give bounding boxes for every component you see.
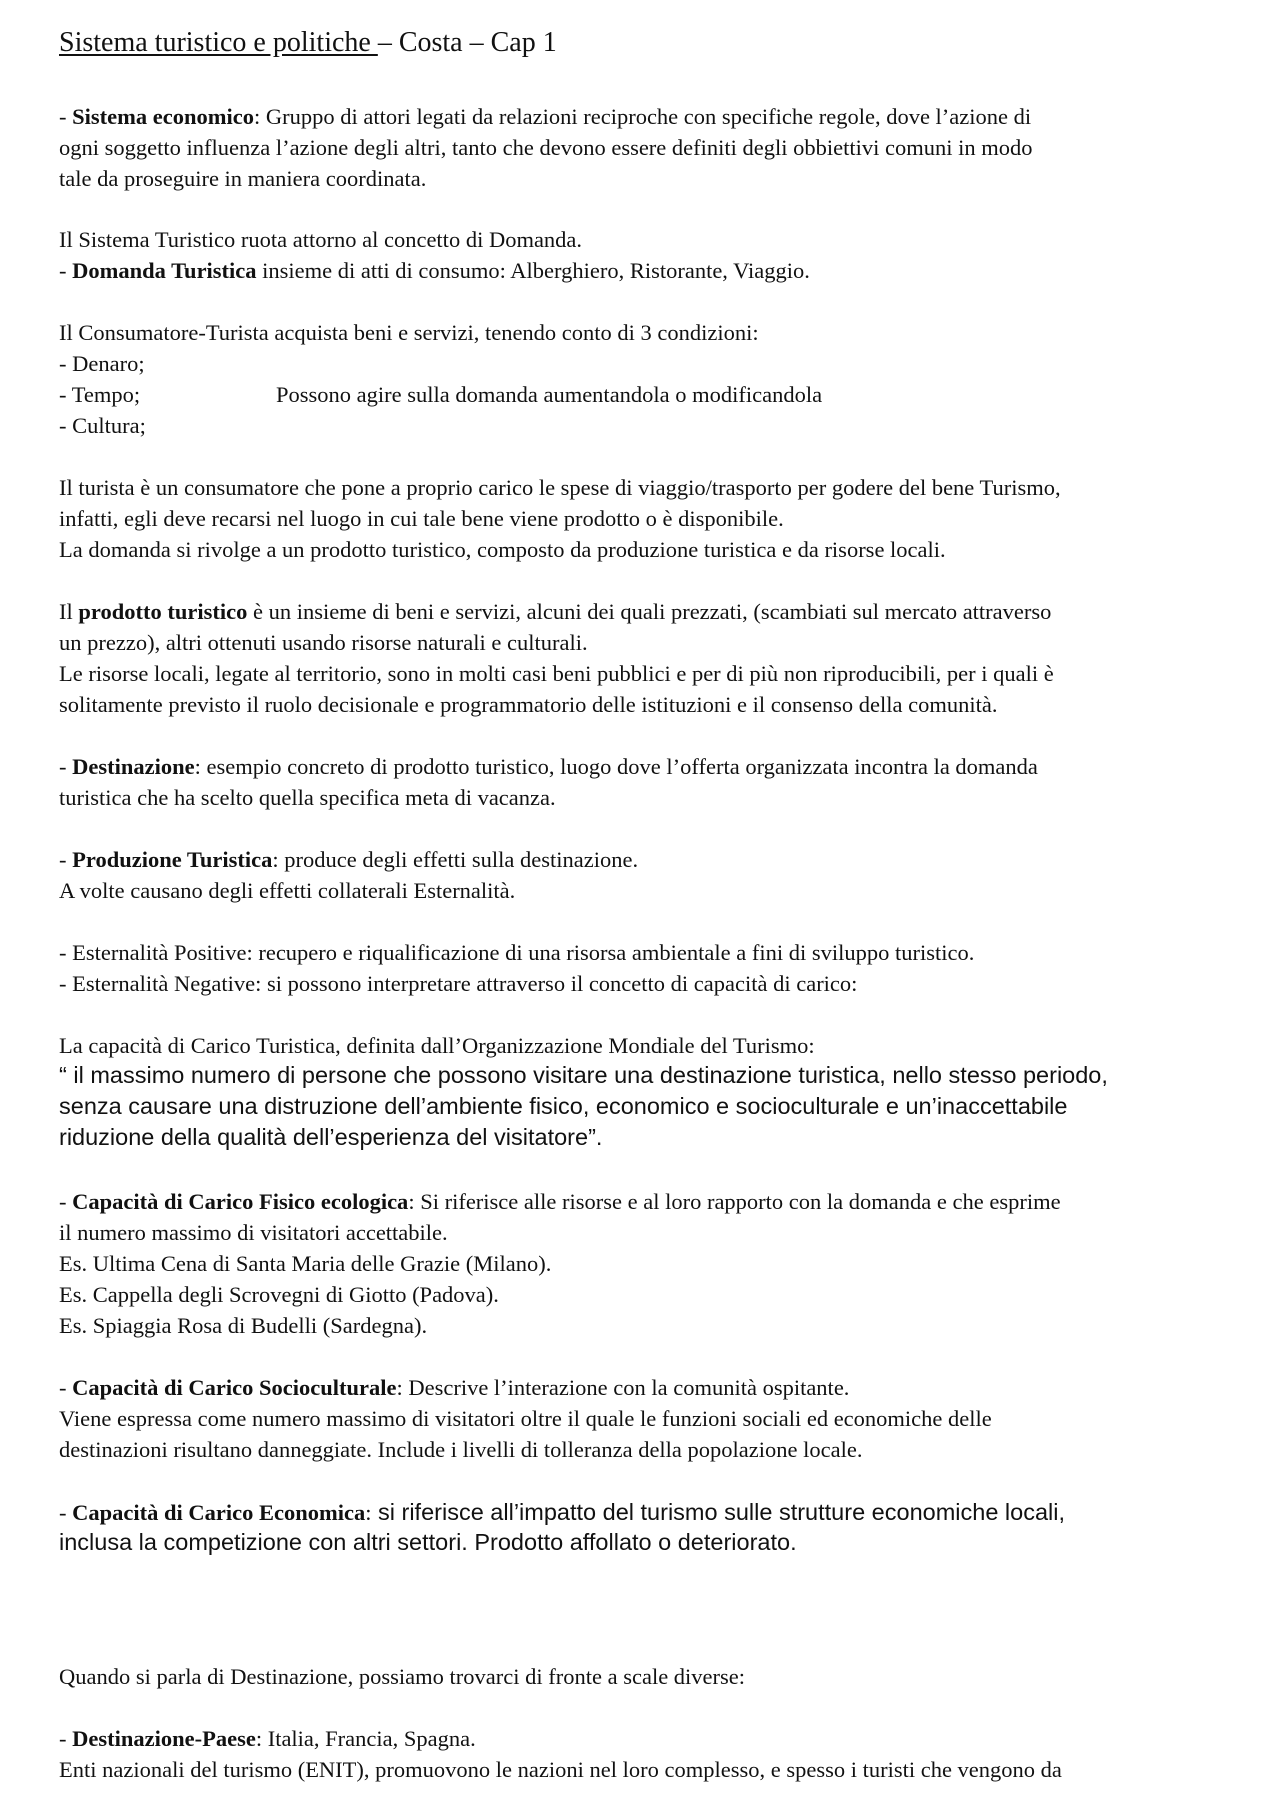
- paragraph-line: ogni soggetto influenza l’azione degli altri, tanto che devono essere definiti degli obbiettivi comuni in modo: [59, 135, 1033, 160]
- paragraph-line: - Domanda Turistica insieme di atti di consumo: Alberghiero, Ristorante, Viaggio.: [59, 258, 810, 283]
- term-produzione-turistica: Produzione Turistica: [72, 847, 273, 872]
- paragraph-line: Il turista è un consumatore che pone a proprio carico le spese di viaggio/trasporto per godere del bene Turismo,: [59, 475, 1061, 500]
- list-item: - Cultura;: [59, 413, 146, 438]
- paragraph-line: infatti, egli deve recarsi nel luogo in cui tale bene viene prodotto o è disponibile.: [59, 506, 784, 531]
- quote-line: riduzione della qualità dell’esperienza del visitatore”.: [59, 1124, 603, 1150]
- term-destinazione: Destinazione: [72, 754, 195, 779]
- paragraph-line: Il prodotto turistico è un insieme di beni e servizi, alcuni dei quali prezzati, (scambiati sul mercato attraverso: [59, 599, 1052, 624]
- paragraph-line: - Destinazione-Paese: Italia, Francia, Spagna.: [59, 1726, 476, 1751]
- document-title: Sistema turistico e politiche – Costa – Cap 1: [59, 27, 557, 58]
- paragraph-line: inclusa la competizione con altri settori. Prodotto affollato o deteriorato.: [59, 1529, 797, 1555]
- paragraph-line: A volte causano degli effetti collaterali Esternalità.: [59, 878, 516, 903]
- example-line: Es. Ultima Cena di Santa Maria delle Grazie (Milano).: [59, 1251, 552, 1276]
- paragraph-line: Il Sistema Turistico ruota attorno al concetto di Domanda.: [59, 227, 583, 252]
- condition-note: Possono agire sulla domanda aumentandola o modificandola: [276, 382, 823, 407]
- paragraph-line: turistica che ha scelto quella specifica meta di vacanza.: [59, 785, 556, 810]
- paragraph-line: - Esternalità Positive: recupero e riqualificazione di una risorsa ambientale a fini di sviluppo turistico.: [59, 940, 975, 965]
- term-prodotto-turistico: prodotto turistico: [78, 599, 248, 624]
- paragraph-line: - Capacità di Carico Fisico ecologica: Si riferisce alle risorse e al loro rapporto con la domanda e che esprime: [59, 1189, 1061, 1214]
- term-carico-fisico: Capacità di Carico Fisico ecologica: [72, 1189, 409, 1214]
- term-carico-socioculturale: Capacità di Carico Socioculturale: [72, 1375, 397, 1400]
- paragraph-line: Enti nazionali del turismo (ENIT), promuovono le nazioni nel loro complesso, e spesso i turisti che vengono da: [59, 1757, 1062, 1782]
- paragraph-line: Le risorse locali, legate al territorio, sono in molti casi beni pubblici e per di più non riproducibili, per i quali è: [59, 661, 1054, 686]
- example-line: Es. Spiaggia Rosa di Budelli (Sardegna).: [59, 1313, 428, 1338]
- term-destinazione-paese: Destinazione-Paese: [72, 1726, 256, 1751]
- paragraph-line: La domanda si rivolge a un prodotto turistico, composto da produzione turistica e da risorse locali.: [59, 537, 946, 562]
- term-domanda-turistica: Domanda Turistica: [72, 258, 257, 283]
- paragraph-line: - Capacità di Carico Socioculturale: Descrive l’interazione con la comunità ospitante.: [59, 1375, 850, 1400]
- paragraph-line: Il Consumatore-Turista acquista beni e servizi, tenendo conto di 3 condizioni:: [59, 320, 759, 345]
- paragraph-line: Quando si parla di Destinazione, possiamo trovarci di fronte a scale diverse:: [59, 1664, 746, 1689]
- quote-line: “ il massimo numero di persone che possono visitare una destinazione turistica, nello stesso periodo,: [59, 1062, 1108, 1088]
- list-item: - Denaro;: [59, 351, 145, 376]
- paragraph-line: Viene espressa come numero massimo di visitatori oltre il quale le funzioni sociali ed economiche delle: [59, 1406, 992, 1431]
- paragraph-line: - Sistema economico: Gruppo di attori legati da relazioni reciproche con specifiche regole, dove l’azione di: [59, 104, 1032, 129]
- paragraph-line: - Esternalità Negative: si possono interpretare attraverso il concetto di capacità di carico:: [59, 971, 858, 996]
- paragraph-line: - Capacità di Carico Economica: si riferisce all’impatto del turismo sulle strutture economiche locali,: [59, 1499, 1065, 1525]
- paragraph-line: un prezzo), altri ottenuti usando risorse naturali e culturali.: [59, 630, 588, 655]
- term-sistema-economico: Sistema economico: [72, 104, 254, 129]
- paragraph-line: solitamente previsto il ruolo decisionale e programmatorio delle istituzioni e il consenso della comunità.: [59, 692, 998, 717]
- list-item: - Tempo;: [59, 382, 141, 407]
- paragraph-line: tale da proseguire in maniera coordinata.: [59, 166, 427, 191]
- term-carico-economica: Capacità di Carico Economica: [72, 1500, 366, 1525]
- example-line: Es. Cappella degli Scrovegni di Giotto (Padova).: [59, 1282, 499, 1307]
- quote-line: senza causare una distruzione dell’ambiente fisico, economico e socioculturale e un’inaccettabile: [59, 1093, 1068, 1119]
- paragraph-line: il numero massimo di visitatori accettabile.: [59, 1220, 448, 1245]
- paragraph-line: destinazioni risultano danneggiate. Include i livelli di tolleranza della popolazione locale.: [59, 1437, 863, 1462]
- paragraph-line: - Destinazione: esempio concreto di prodotto turistico, luogo dove l’offerta organizzata incontra la domanda: [59, 754, 1038, 779]
- paragraph-line: - Produzione Turistica: produce degli effetti sulla destinazione.: [59, 847, 639, 872]
- paragraph-line: La capacità di Carico Turistica, definita dall’Organizzazione Mondiale del Turismo:: [59, 1033, 815, 1058]
